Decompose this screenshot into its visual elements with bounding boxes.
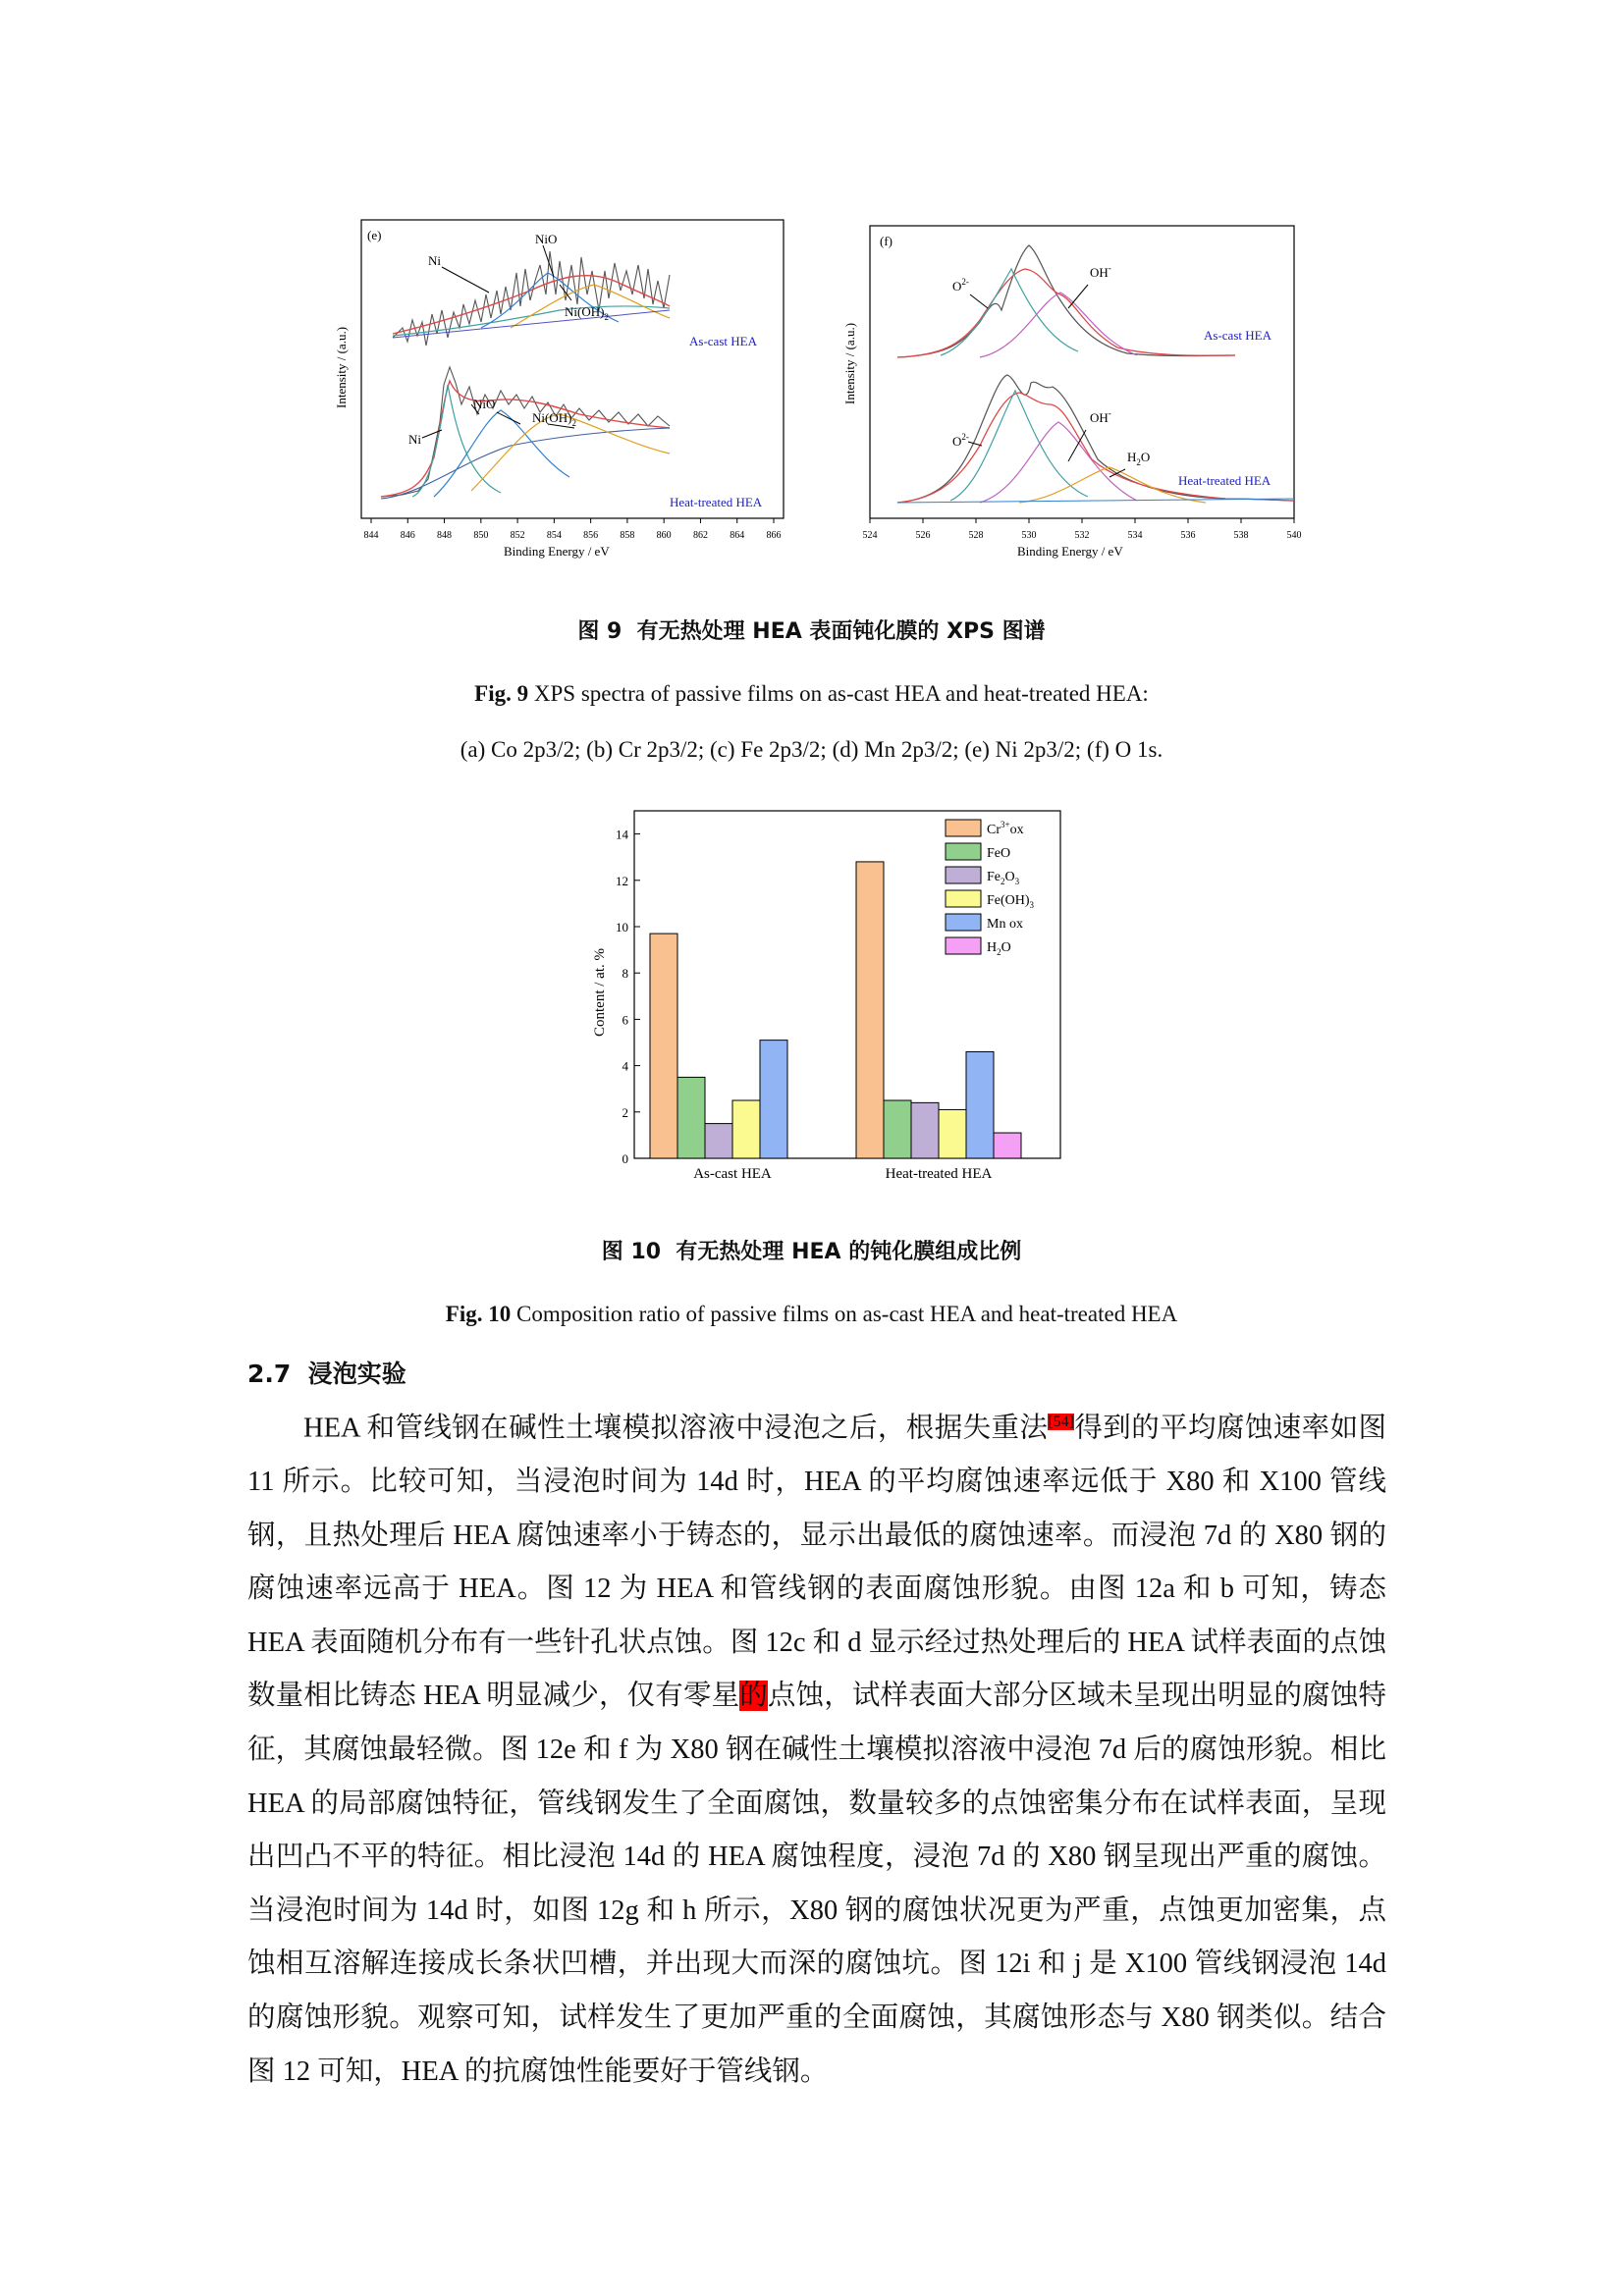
spectrum-bottom xyxy=(897,375,1294,503)
legend-label: $Fe_2O_3$ xyxy=(987,870,1020,886)
series-name-top: As-cast HEA xyxy=(689,334,757,348)
x-tick-label: 846 xyxy=(400,530,415,541)
section-heading: 2.7 浸泡实验 xyxy=(247,1360,406,1388)
fig10-caption-en: Fig. 10 Composition ratio of passive films on as-cast HEA and heat-treated HEA xyxy=(445,1302,1178,1326)
x-tick-label: 532 xyxy=(1074,530,1090,541)
panel-tag: (f) xyxy=(880,234,893,248)
x-tick-label: 852 xyxy=(510,530,525,541)
series-name-bottom: Heat-treated HEA xyxy=(1178,473,1271,488)
section-paragraph: HEA 和管线钢在碱性土壤模拟溶液中浸泡之后，根据失重法[54]得到的平均腐蚀速率如图 11 所示。比较可知，当浸泡时间为 14d 时，HEA 的平均腐蚀速率远低于 X80 和 X100 管线钢，且热处理后 HEA 腐蚀速率小于铸态的，显示出最低的腐蚀速率。而浸泡 7d 的 X80 钢的腐蚀速率远高于 HEA。图 12 为 HEA 和管线钢的表面腐蚀形貌。由图 12a 和 b 可知，铸态 HEA 表面随机分布有一些针孔状点蚀。图 12c 和 d 显示经过热处理后的 HEA 试样表面的点蚀数量相比铸态 HEA 明显减少，仅有零星的点蚀，试样表面大部分区域未呈现出明显的腐蚀特征，其腐蚀最轻微。图 12e 和 f 为 X80 钢在碱性土壤模拟溶液中浸泡 7d 后的腐蚀形貌。相比 HEA 的局部腐蚀特征，管线钢发生了全面腐蚀，数量较多的点蚀密集分布在试样表面，呈现出凹凸不平的特征。相比浸泡 14d 的 HEA 腐蚀程度，浸泡 7d 的 X80 钢呈现出严重的腐蚀。当浸泡时间为 14d 时，如图 12g 和 h 所示，X80 钢的腐蚀状况更为严重，点蚀更加密集，点蚀相互溶解连接成长条状凹槽，并出现大而深的腐蚀坑。图 12i 和 j 是 X100 管线钢浸泡 14d 的腐蚀形貌。观察可知，试样发生了更加严重的全面腐蚀，其腐蚀形态与 X80 钢类似。结合图 12 可知，HEA 的抗腐蚀性能要好于管线钢。 xyxy=(247,1413,1386,2087)
x-tick-label: 854 xyxy=(546,530,562,541)
bar xyxy=(677,1077,705,1158)
label-nio: NiO xyxy=(535,232,558,246)
spectrum-bottom xyxy=(381,367,763,509)
y-axis-label: Intensity / (a.u.) xyxy=(334,326,349,408)
series-name-bottom: Heat-treated HEA xyxy=(670,495,763,509)
x-tick-label: 860 xyxy=(656,530,672,541)
bar xyxy=(650,934,677,1158)
bar xyxy=(732,1100,760,1158)
legend-label: $Cr^{3+}ox$ xyxy=(987,820,1024,837)
x-tick-label: 530 xyxy=(1021,530,1037,541)
label-o2-ht: $O^{2-}$ xyxy=(952,432,969,449)
y-tick-label: 12 xyxy=(616,873,628,888)
series-name-top: As-cast HEA xyxy=(1204,328,1271,343)
x-axis-label: Binding Energy / eV xyxy=(1017,544,1123,559)
x-tick-label: 528 xyxy=(968,530,984,541)
x-axis-label: Binding Energy / eV xyxy=(504,544,610,559)
bar xyxy=(856,862,884,1158)
y-axis-label: Content / at. % xyxy=(592,948,608,1037)
y-ticks xyxy=(616,828,640,1166)
x-tick-label: 536 xyxy=(1180,530,1196,541)
y-tick-label: 8 xyxy=(622,966,628,982)
x-tick-label: 864 xyxy=(730,530,745,541)
legend-label: FeO xyxy=(987,846,1011,861)
legend-label: $Fe(OH)_3$ xyxy=(987,893,1035,910)
bar xyxy=(911,1102,939,1158)
x-ticks xyxy=(863,518,1302,541)
label-nioh2-ht: $Ni(OH)_2$ xyxy=(532,410,576,428)
label-o2: $O^{2-}$ xyxy=(952,277,969,294)
y-axis-label: Intensity / (a.u.) xyxy=(842,322,857,404)
legend xyxy=(946,820,1035,957)
x-tick-label: 862 xyxy=(692,530,708,541)
y-tick-label: 6 xyxy=(622,1012,628,1028)
label-ni-ht: Ni xyxy=(408,432,421,447)
x-tick-label: 534 xyxy=(1127,530,1143,541)
spectrum-top xyxy=(393,232,758,348)
composition-bar-chart xyxy=(579,803,1070,1188)
plot-frame xyxy=(361,220,784,518)
highlighted-char: 的 xyxy=(739,1681,768,1712)
x-tick-label: 856 xyxy=(583,530,599,541)
legend-swatch xyxy=(946,890,981,907)
label-nioh2: $Ni(OH)_2$ xyxy=(565,304,609,322)
legend-swatch xyxy=(946,843,981,860)
category-label: As-cast HEA xyxy=(693,1166,772,1182)
category-labels xyxy=(693,1166,992,1182)
fig9-caption-cn: 图 9 有无热处理 HEA 表面钝化膜的 XPS 图谱 xyxy=(577,619,1046,644)
x-ticks xyxy=(364,518,782,541)
legend-swatch xyxy=(946,937,981,954)
label-oh: OH- xyxy=(1090,263,1111,280)
legend-swatch xyxy=(946,914,981,931)
legend-label: Mn ox xyxy=(987,917,1023,932)
spectrum-top xyxy=(897,245,1272,357)
bar xyxy=(939,1109,966,1158)
x-tick-label: 540 xyxy=(1286,530,1302,541)
label-oh-ht: OH- xyxy=(1090,408,1111,425)
y-tick-label: 10 xyxy=(616,920,628,934)
label-nio-ht: NiO xyxy=(473,397,496,411)
x-tick-label: 538 xyxy=(1233,530,1249,541)
y-tick-label: 14 xyxy=(616,827,628,842)
xps-panel-f xyxy=(833,212,1314,565)
y-tick-label: 2 xyxy=(622,1104,628,1120)
legend-swatch xyxy=(946,820,981,836)
x-tick-label: 844 xyxy=(363,530,379,541)
panel-tag: (e) xyxy=(367,228,382,242)
fig9-caption-en: Fig. 9 XPS spectra of passive films on as-cast HEA and heat-treated HEA: xyxy=(474,681,1149,706)
legend-swatch xyxy=(946,867,981,883)
x-tick-label: 858 xyxy=(620,530,635,541)
x-tick-label: 866 xyxy=(766,530,782,541)
label-h2o-ht: $H_2O$ xyxy=(1127,450,1151,467)
fig9-caption-en-line2: (a) Co 2p3/2; (b) Cr 2p3/2; (c) Fe 2p3/2; (d) Mn 2p3/2; (e) Ni 2p3/2; (f) O 1s. xyxy=(460,737,1163,762)
bar xyxy=(966,1051,994,1158)
label-ni: Ni xyxy=(428,253,441,268)
bar xyxy=(994,1133,1021,1158)
fig10-caption-cn: 图 10 有无热处理 HEA 的钝化膜组成比例 xyxy=(601,1240,1022,1264)
x-tick-label: 850 xyxy=(473,530,489,541)
x-tick-label: 526 xyxy=(915,530,931,541)
legend-label: $H_2O$ xyxy=(987,940,1011,957)
bar xyxy=(760,1041,787,1158)
xps-panel-e xyxy=(324,212,795,565)
y-tick-label: 0 xyxy=(622,1151,628,1166)
category-label: Heat-treated HEA xyxy=(885,1166,993,1182)
x-tick-label: 524 xyxy=(862,530,878,541)
x-tick-label: 848 xyxy=(437,530,453,541)
citation[interactable]: [54] xyxy=(1048,1414,1074,1430)
bar xyxy=(705,1124,732,1158)
bar xyxy=(884,1100,911,1158)
y-tick-label: 4 xyxy=(622,1058,628,1074)
